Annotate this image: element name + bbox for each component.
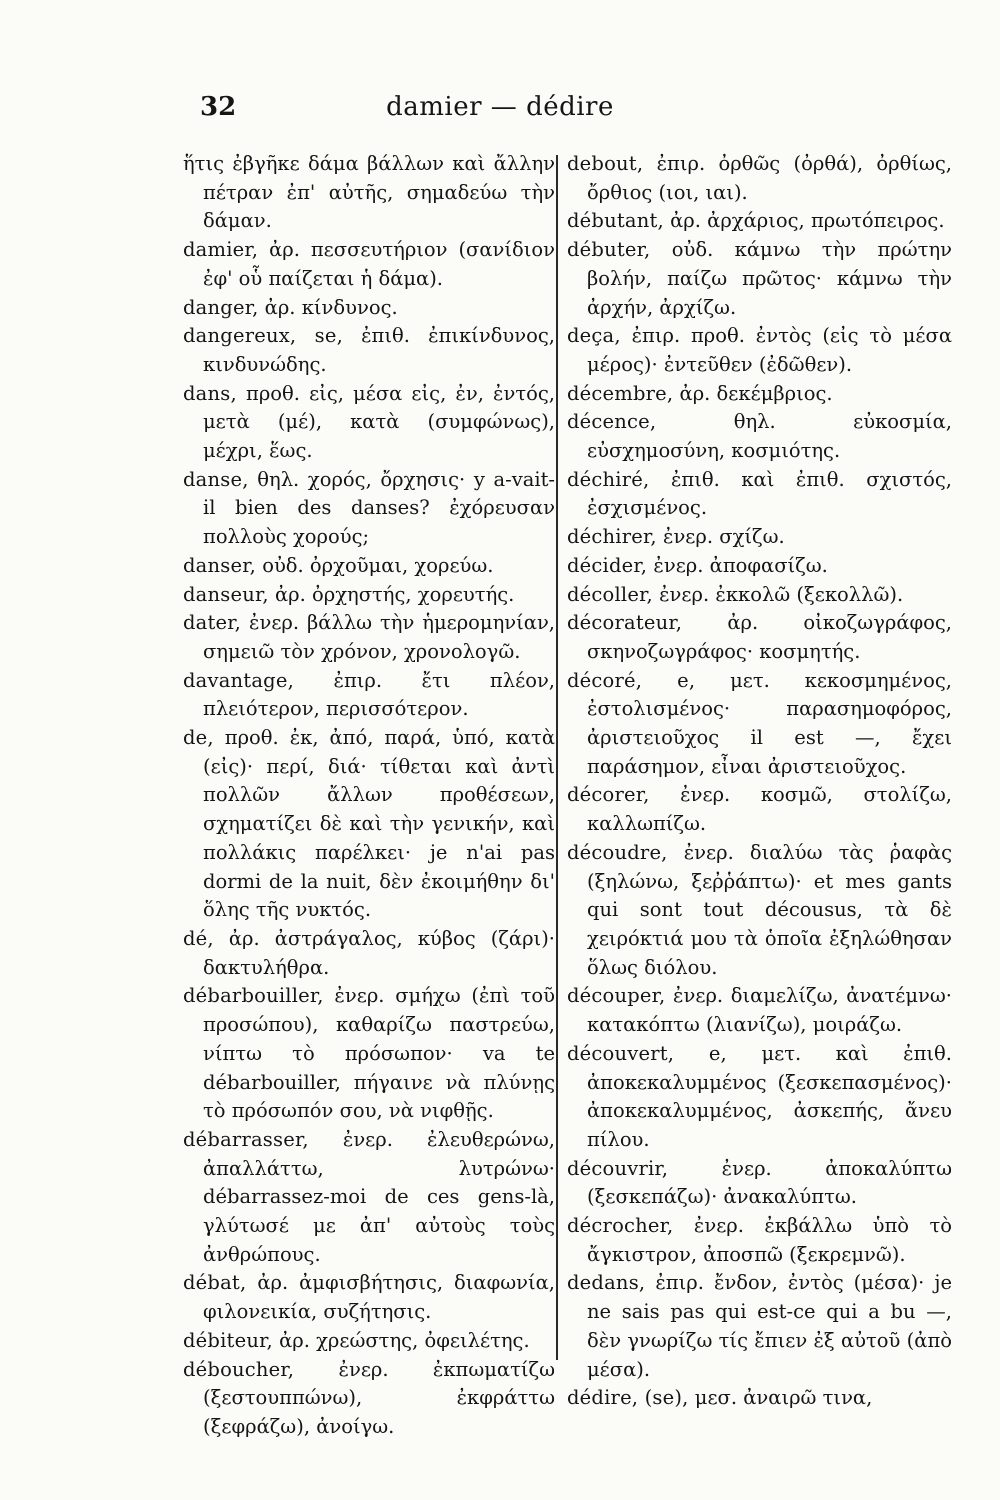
entry-headword: danger, [183,295,259,319]
dictionary-entry [183,380,555,466]
entry-definition: οὐδ. ὀρχοῦμαι, χορεύω. [262,553,494,577]
dictionary-entry [183,294,555,323]
entry-headword: décrocher, [567,1214,674,1238]
entry-definition: ἐπιθ. καὶ ἐπιθ. σχιστός, ἐσχισμένος. [587,467,952,520]
entry-headword: décorer, [567,783,650,807]
entry-headword: dans, [183,381,237,405]
entry-definition: ἐνερ. σμήχω (ἐπὶ τοῦ προσώπου), καθαρίζω παστρεύω, νίπτω τὸ πρόσωπον· va te débarbouiller, πήγαινε νὰ πλύνῃς τὸ πρόσωπόν σου, νὰ νιφθῇς. [203,984,555,1123]
dictionary-entry [183,1327,555,1356]
entry-headword: deça, [567,324,621,348]
entry-headword: dangereux, se, [183,324,343,348]
dictionary-entry [183,982,555,1126]
entry-definition: μεσ. ἀναιρῶ τινα, [694,1386,873,1410]
entry-headword: découdre, [567,840,668,864]
dictionary-entry [567,609,952,666]
entry-definition: ἐπιρ. ἔνδον, ἐντὸς (μέσα)· je ne sais pas qui est-ce qui a bu —, δὲν γνωρίζω τίς ἔπιεν ἐξ αὐτοῦ (ἀπὸ μέσα). [587,1271,952,1381]
entry-headword: danser, [183,553,256,577]
entry-headword: dé, [183,926,214,950]
entry-headword: dater, [183,611,242,635]
entry-definition: ἐπιρ. ὀρθῶς (ὀρθά), ὀρθίως, ὄρθιος (ιοι, ιαι). [587,152,952,204]
dictionary-entry [183,1126,555,1270]
entry-headword: découvert, e, [567,1041,727,1065]
dictionary-entry [567,667,952,782]
entry-headword: dedans, [567,1271,646,1295]
entry-definition: ἐνερ. διαμελίζω, ἀνατέμνω· κατακόπτω (λιανίζω), μοιράζω. [587,984,952,1037]
dictionary-entry [567,781,952,838]
entry-headword: déboucher, [183,1357,295,1381]
entry-definition: ἐπιρ. προθ. ἐντὸς (εἰς τὸ μέσα μέρος)· ἐντεῦθεν (ἐδῶθεν). [587,324,952,376]
entry-definition: ἐνερ. κοσμῶ, στολίζω, καλλωπίζω. [587,783,952,836]
dictionary-entry [567,466,952,523]
dictionary-entry [183,1269,555,1326]
entry-headword: décorateur, [567,611,683,635]
dictionary-entry [567,552,952,581]
entry-definition: ἐνερ. ἐκβάλλω ὑπὸ τὸ ἄγκιστρον, ἀποσπῶ (ξεκρεμνῶ). [587,1214,952,1266]
entry-headword: débarbouiller, [183,984,324,1008]
entry-definition: ἥτις ἐβγῆκε δάμα βάλλων καὶ ἄλλην πέτραν ἐπ' αὐτῆς, σημαδεύω τὴν δάμαν. [183,152,555,233]
dictionary-entry [183,925,555,982]
dictionary-entry [183,322,555,379]
entry-headword: debout, [567,152,644,175]
dictionary-entry [567,581,952,610]
column-left [183,150,555,1442]
entry-definition: ἐνερ. σχίζω. [662,525,785,549]
dictionary-entry [567,408,952,465]
entry-definition: μετ. κεκοσμημένος, ἐστολισμένος· παρασημοφόρος, ἀριστειοῦχος il est —, ἔχει παράσημον, εἶναι ἀριστειοῦχος. [587,668,953,778]
dictionary-entry [183,150,555,236]
dictionary-entry [567,1212,952,1269]
dictionary-entry [567,207,952,236]
dictionary-entry [183,667,555,724]
entry-headword: décider, [567,553,648,577]
entry-headword: débuter, [567,238,651,262]
entry-definition: ἐνερ. ἐλευθερώνω, ἀπαλλάττω, λυτρώνω· débarrassez-moi de ces gens-là, γλύτωσέ με ἀπ' αὐτοὺς τοὺς ἀνθρώπους. [203,1127,555,1266]
entry-headword: décoller, [567,582,653,606]
entry-definition: ἀρ. ὀρχηστής, χορευτής. [274,582,515,606]
entry-headword: déchirer, [567,525,657,549]
dictionary-entry [183,552,555,581]
entry-headword: dédire, (se), [567,1386,689,1410]
entry-headword: danseur, [183,582,269,606]
entry-definition: ἀρ. ἀμφισβήτησις, διαφωνία, φιλονεικία, συζήτησις. [203,1271,555,1324]
dictionary-entry [567,1040,952,1155]
entry-definition: ἀρ. δεκέμβριος. [679,381,833,405]
dictionary-entry [567,1384,952,1413]
column-divider [556,155,558,1360]
dictionary-entry [183,466,555,552]
entry-definition: θηλ. χορός, ὄρχησις· y a-vait-il bien des danses? ἐχόρευσαν πολλοὺς χορούς; [203,467,555,549]
entry-headword: danse, [183,467,249,491]
entry-definition: ἀρ. πεσσευτήριον (σανίδιον ἐφ' οὗ παίζεται ἡ δάμα). [203,238,556,290]
dictionary-entry [183,724,555,925]
dictionary-entry [567,380,952,409]
dictionary-entry [567,1155,952,1212]
entry-headword: déchiré, [567,467,650,491]
entry-definition: θηλ. εὐκοσμία, εὐσχημοσύνη, κοσμιότης. [587,410,953,463]
entry-definition: ἀρ. ἀστράγαλος, κύβος (ζάρι)· δακτυλήθρα. [203,926,555,979]
entry-definition: ἐνερ. ἀποκαλύπτω (ξεσκεπάζω)· ἀνακαλύπτω. [587,1156,952,1209]
entry-definition: ἐνερ. ἐκκολῶ (ξεκολλῶ). [659,582,904,606]
entry-headword: découper, [567,984,666,1008]
dictionary-entry [183,609,555,666]
dictionary-entry [567,523,952,552]
entry-definition: ἀρ. χρεώστης, ὀφειλέτης. [279,1328,530,1352]
dictionary-entry [567,982,952,1039]
entry-definition: ἐνερ. ἐκπωματίζω (ξεστουππώνω), ἐκφράττω (ξεφράζω), ἀνοίγω. [203,1357,555,1438]
column-right [567,150,952,1413]
dictionary-entry [567,1269,952,1384]
dictionary-entry [567,150,952,207]
entry-definition: ἐνερ. διαλύω τὰς ῥαφὰς (ξηλώνω, ξεῤῥάπτω)· et mes gants qui sont tout décousus, τὰ δὲ χειρόκτιά μου τὰ ὁποῖα ἐξηλώθησαν ὅλως διόλου. [587,840,952,979]
entry-definition: οὐδ. κάμνω τὴν πρώτην βολήν, παίζω πρῶτος· κάμνω τὴν ἀρχήν, ἀρχίζω. [587,238,952,319]
entry-headword: débutant, [567,209,664,233]
dictionary-entry [567,322,952,379]
entry-headword: découvrir, [567,1156,669,1180]
entry-headword: davantage, [183,668,294,692]
page-number: 32 [200,92,237,122]
entry-headword: damier, [183,238,259,262]
entry-definition: προθ. εἰς, μέσα εἰς, ἐν, ἐντός, μετὰ (μέ), κατὰ (συμφώνως), μέχρι, ἕως. [203,381,555,463]
entry-definition: προθ. ἐκ, ἀπό, παρά, ὑπό, κατὰ (εἰς)· περί, διά· τίθεται καὶ ἀντὶ πολλῶν ἄλλων προθέσεων, σχηματίζει δὲ καὶ τὴν γενικήν, καὶ πολλάκις παρέλκει· je n'ai pas dormi de la nuit, δὲν ἐκοιμήθην δι' ὅλης τῆς νυκτός. [203,726,555,922]
dictionary-entry [183,1356,555,1442]
entry-headword: débarrasser, [183,1127,309,1151]
entry-definition: ἀρ. κίνδυνος. [264,295,398,319]
dictionary-entry [567,236,952,322]
dictionary-entry [183,236,555,293]
entry-headword: débat, [183,1271,247,1295]
entry-definition: ἐνερ. ἀποφασίζω. [653,553,828,577]
entry-headword: de, [183,726,214,750]
entry-headword: décoré, e, [567,668,696,692]
entry-definition: ἀρ. οἰκοζωγράφος, σκηνοζωγράφος· κοσμητής. [587,611,952,663]
entry-definition: ἐπιρ. ἔτι πλέον, πλειότερον, περισσότερον. [203,668,555,721]
entry-headword: décence, [567,410,657,434]
entry-definition: ἐνερ. βάλλω τὴν ἡμερομηνίαν, σημειῶ τὸν χρόνον, χρονολογῶ. [203,611,555,663]
dictionary-entry [183,581,555,610]
entry-definition: ἐπιθ. ἐπικίνδυνος, κινδυνώδης. [203,324,555,376]
entry-definition: μετ. καὶ ἐπιθ. ἀποκεκαλυμμένος (ξεσκεπασμένος)· ἀποκεκαλυμμένος, ἀσκεπής, ἄνευ πίλου. [587,1041,952,1151]
running-head: damier — dédire [386,92,614,122]
dictionary-entry [567,839,952,983]
entry-headword: débiteur, [183,1328,273,1352]
entry-definition: ἀρ. ἀρχάριος, πρωτόπειρος. [670,209,945,233]
entry-headword: décembre, [567,381,674,405]
